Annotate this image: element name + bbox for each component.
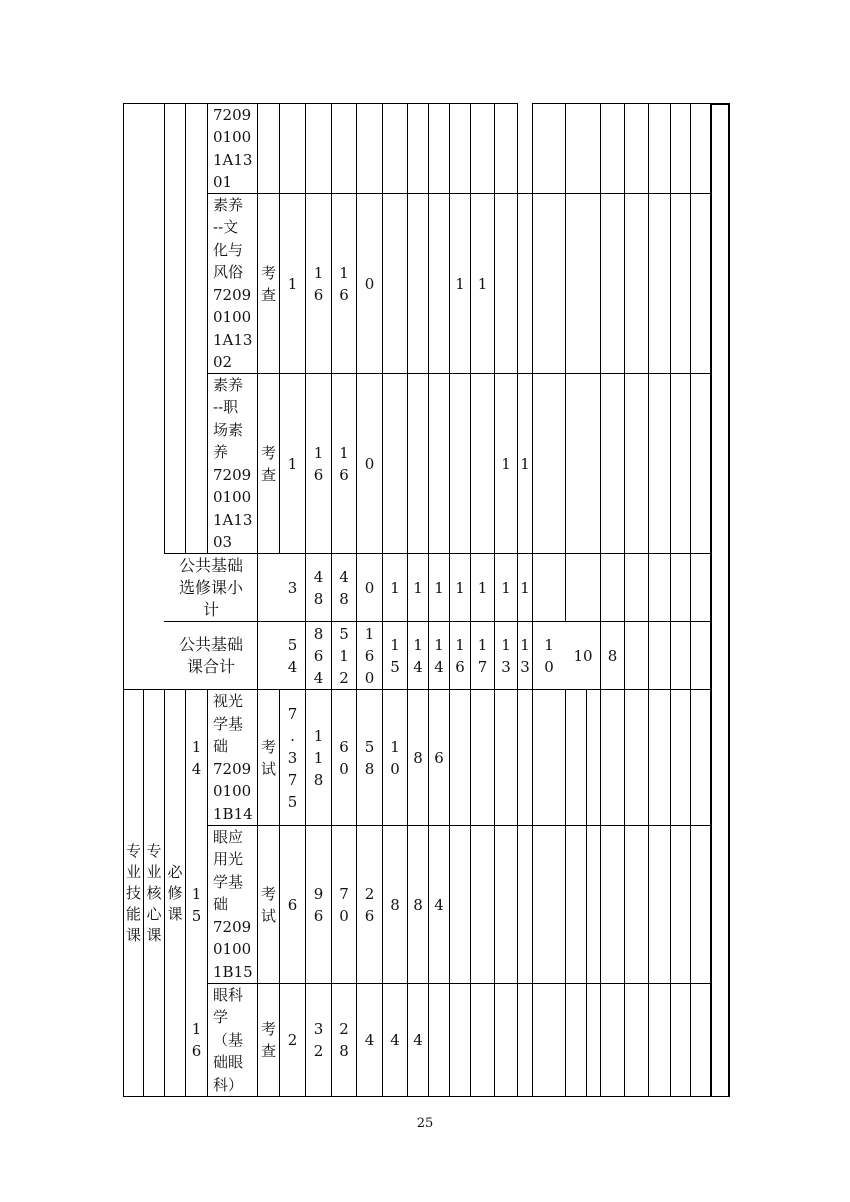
- semester-cell: 1: [520, 578, 530, 597]
- semester-cell: 1 4: [413, 635, 423, 676]
- semester-cell: 4: [390, 1031, 400, 1049]
- practice-hours-cell: 0: [364, 454, 375, 473]
- semester-cell: 1 7: [477, 635, 488, 676]
- total-hours-cell: 1 1 8: [313, 726, 324, 789]
- credits-cell: 5 4: [287, 635, 298, 676]
- practice-hours-cell: 0: [364, 274, 375, 293]
- semester-cell: 1 5: [390, 635, 400, 676]
- credits-cell: 7 . 3 7 5: [287, 704, 298, 811]
- semester-cell: 1 0: [390, 737, 400, 778]
- semester-cell: 1 0: [544, 635, 554, 676]
- semester-cell: 1: [477, 274, 488, 293]
- col-divider: [565, 103, 566, 622]
- semester-cell: 8: [390, 895, 400, 914]
- total-hours-cell: 4 8: [313, 567, 324, 608]
- table-right-border-top: [710, 103, 730, 105]
- table-top-border-left: [123, 103, 517, 104]
- exam-type-cell: 考 查: [260, 263, 276, 304]
- course-name-cell: 眼应 用光 学基 础 7209 0100 1B15: [213, 827, 253, 981]
- module-label: 专 业 核 心 课: [146, 841, 162, 944]
- semester-cell: 1 3: [501, 635, 511, 676]
- total-hours-cell: 1 6: [313, 443, 324, 484]
- semester-cell: 1: [455, 274, 465, 293]
- col-divider: [624, 103, 625, 1097]
- practice-hours-cell: 1 6 0: [364, 624, 375, 687]
- semester-cell: 4: [434, 895, 444, 914]
- seq-cell: 1 6: [191, 1020, 202, 1060]
- page-number: 25: [416, 1116, 434, 1131]
- total-hours-cell: 8 6 4: [313, 624, 324, 687]
- course-name-cell: 素养 --文 化与 风俗 7209 0100 1A13 02: [213, 195, 253, 371]
- col-divider: [586, 689, 587, 1097]
- semester-cell: 1 4: [434, 635, 444, 676]
- semester-cell: 6: [434, 748, 444, 767]
- col-divider: [164, 103, 165, 554]
- col-divider: [532, 103, 533, 1097]
- practice-hours-cell: 0: [364, 578, 375, 597]
- theory-hours-cell: 1 6: [339, 263, 349, 304]
- course-name-cell: 眼科 学 （基 础眼 科）: [213, 985, 244, 1094]
- semester-cell: 4: [413, 1031, 423, 1049]
- col-divider: [565, 689, 566, 1097]
- col-divider: [648, 103, 649, 1097]
- col-divider: [600, 103, 601, 1097]
- exam-type-cell: 考 试: [260, 884, 276, 925]
- semester-cell: 1: [501, 578, 511, 597]
- semester-cell: 1: [434, 578, 444, 597]
- course-name-cell: 素养 --职 场素 养 7209 0100 1A13 03: [213, 375, 253, 551]
- course-name-cell: 视光 学基 础 7209 0100 1B14: [213, 692, 253, 823]
- practice-hours-cell: 5 8: [364, 737, 375, 778]
- semester-cell: 8: [413, 748, 423, 767]
- category-label: 专 业 技 能 课: [125, 841, 141, 944]
- seq-cell: 1 5: [191, 884, 202, 925]
- course-name-cell: 7209 0100 1A13 01: [213, 105, 253, 191]
- credits-cell: 3: [287, 578, 298, 597]
- total-hours-cell: 9 6: [313, 884, 324, 925]
- theory-hours-cell: 1 6: [339, 443, 349, 484]
- subtotal-label: 公共基础 选修课小 计: [178, 555, 243, 619]
- theory-hours-cell: 2 8: [339, 1020, 349, 1060]
- semester-cell: 1: [477, 578, 488, 597]
- table-right-border-inner: [710, 103, 712, 1097]
- credits-cell: 1: [287, 274, 298, 293]
- total-label: 公共基础 课合计: [178, 634, 243, 676]
- theory-hours-cell: 7 0: [339, 884, 349, 925]
- exam-type-cell: 考 查: [260, 443, 276, 484]
- theory-hours-cell: 4 8: [339, 567, 349, 608]
- course-type-label: 必 修 课: [167, 862, 183, 923]
- credits-cell: 6: [287, 895, 298, 914]
- semester-cell: 1: [390, 578, 400, 597]
- semester-cell: 8: [413, 895, 423, 914]
- semester-cell: 1: [413, 578, 423, 597]
- theory-hours-cell: 6 0: [339, 737, 349, 778]
- semester-cell: 10: [573, 646, 593, 665]
- practice-hours-cell: 4: [364, 1031, 375, 1049]
- exam-type-cell: 考 试: [260, 737, 276, 778]
- col-divider: [690, 103, 691, 1097]
- semester-cell: 1 3: [520, 635, 530, 676]
- theory-hours-cell: 5 1 2: [339, 624, 349, 687]
- semester-cell: 8: [607, 646, 618, 665]
- practice-hours-cell: 2 6: [364, 884, 375, 925]
- credits-cell: 1: [287, 454, 298, 473]
- exam-type-cell: 考 查: [260, 1020, 276, 1060]
- table-top-border-right: [532, 103, 730, 104]
- semester-cell: 1 6: [455, 635, 465, 676]
- semester-cell: 1: [501, 454, 511, 473]
- seq-cell: 1 4: [191, 737, 202, 778]
- credits-cell: 2: [287, 1031, 298, 1049]
- semester-cell: 1: [520, 454, 530, 473]
- table-right-border: [728, 103, 730, 1097]
- total-hours-cell: 1 6: [313, 263, 324, 304]
- col-divider: [185, 103, 186, 554]
- col-divider: [670, 103, 671, 1097]
- semester-cell: 1: [455, 578, 465, 597]
- total-hours-cell: 3 2: [313, 1020, 324, 1060]
